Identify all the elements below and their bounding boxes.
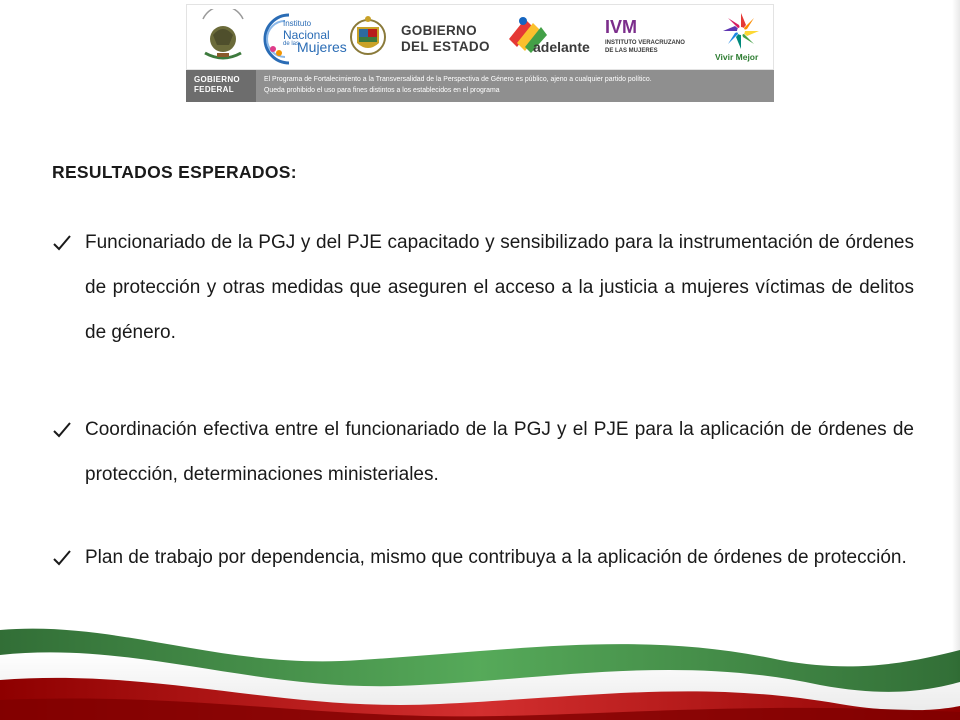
adelante-logo <box>503 9 597 67</box>
inmujeres-line2: Nacional <box>283 28 330 42</box>
gobierno-federal-text <box>194 75 240 95</box>
gobierno-federal-line2: FEDERAL <box>194 85 234 94</box>
ivm-line2: INSTITUTO VERACRUZANO <box>605 40 685 46</box>
disclaimer-bar <box>186 70 774 102</box>
disclaimer-line2: Queda prohibido el uso para fines distintos a los establecidos en el programa <box>264 87 500 94</box>
ivm-line1: IVM <box>605 17 638 37</box>
gobierno-estado-line1: GOBIERNO <box>401 23 477 38</box>
bullet-text: Plan de trabajo por dependencia, mismo que contribuya a la aplicación de órdenes de protección. <box>85 547 907 568</box>
checkmark-icon <box>52 234 72 252</box>
bullet-text: Funcionariado de la PGJ y del PJE capacitado y sensibilizado para la instrumentación de órdenes de protección y otras medidas que aseguren el acceso a la justicia a mujeres víctimas de delitos de género. <box>85 232 914 343</box>
logos-strip <box>186 4 774 70</box>
bullet-text: Coordinación efectiva entre el funcionariado de la PGJ y el PJE para la aplicación de órdenes de protección, determinaciones ministeriales. <box>85 419 914 485</box>
checkmark-icon <box>52 549 72 567</box>
vivir-mejor-logo <box>711 9 771 67</box>
escudo-nacional-logo <box>195 9 251 67</box>
disclaimer-line1: El Programa de Fortalecimiento a la Transversalidad de la Perspectiva de Género es público, ajeno a cualquier partido político. <box>264 76 652 83</box>
escudo-veracruz-logo <box>347 9 389 67</box>
checkmark-icon <box>52 421 72 439</box>
inmujeres-line3: Mujeres <box>297 39 347 55</box>
gobierno-federal-line1: GOBIERNO <box>194 75 240 84</box>
gobierno-federal-box <box>186 70 256 102</box>
gobierno-estado-line2: DEL ESTADO <box>401 39 490 54</box>
header-banner <box>186 4 774 102</box>
inmujeres-prefix: de las <box>283 41 300 47</box>
decorative-waves <box>0 600 960 720</box>
ivm-line3: DE LAS MUJERES <box>605 48 658 54</box>
inmujeres-line1: Instituto <box>283 19 312 28</box>
vivir-mejor-text: Vivir Mejor <box>715 52 759 62</box>
adelante-text: adelante <box>533 39 590 55</box>
inmujeres-logo <box>259 9 345 67</box>
section-heading: RESULTADOS ESPERADOS: <box>52 162 297 182</box>
ivm-logo <box>601 9 705 67</box>
disclaimer-text <box>264 74 769 96</box>
gobierno-del-estado-logo <box>393 9 493 67</box>
